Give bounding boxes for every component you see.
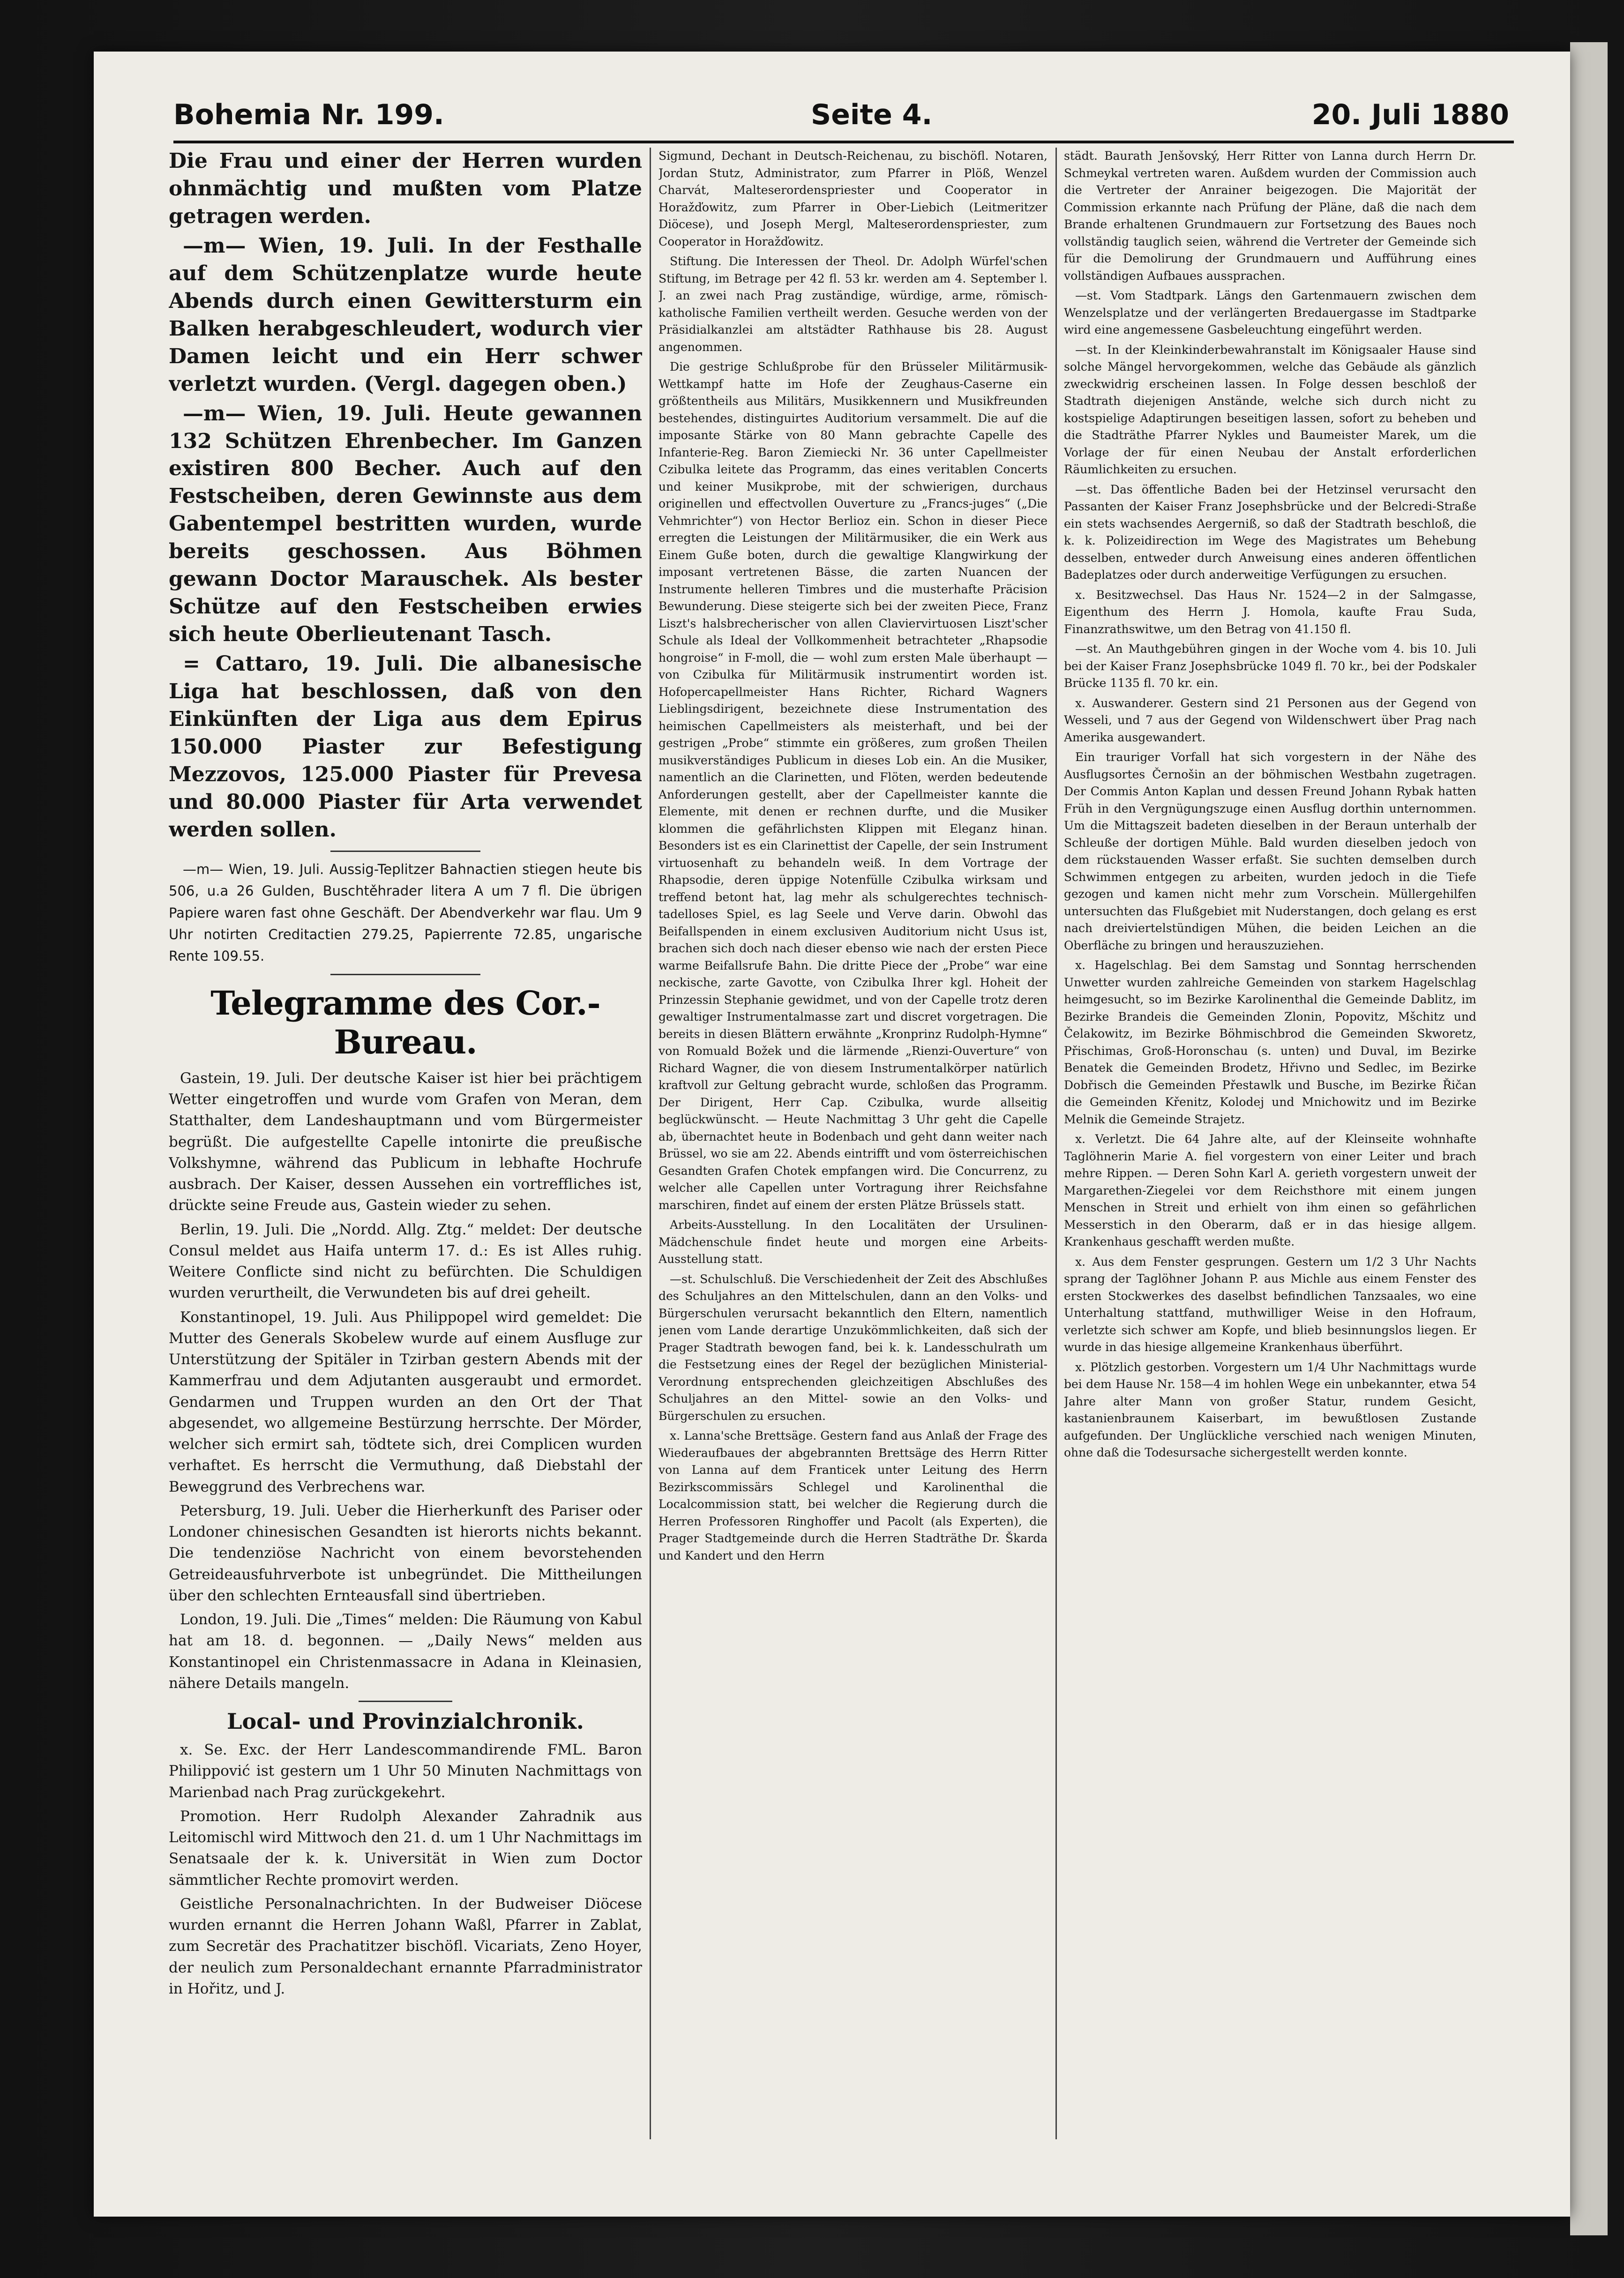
- article-paragraph: Stiftung. Die Interessen der Theol. Dr. Adolph Würfel'schen Stiftung, im Betrage per 42 fl. 53 kr. werden am 4. September l. J. an zwei nach Prag zuständige, würdige, arme, römisch-katholische Familien vertheilt werden. Gesuche werden von der Präsidialkanzlei am altstädter Rathhause bis 28. August angenommen.: [659, 254, 1048, 354]
- article-paragraph: —st. Vom Stadtpark. Längs den Gartenmauern zwischen dem Wenzelsplatze und der verlängerten Bredauergasse im Stadtparke wird eine angemessene Gasbeleuchtung eingeführt werden.: [1064, 289, 1476, 336]
- column-3: [1064, 148, 1476, 2139]
- section-separator: [330, 851, 480, 852]
- column-rule: [1055, 148, 1057, 2139]
- article-paragraph: x. Lanna'sche Brettsäge. Gestern fand aus Anlaß der Frage des Wiederaufbaues der abgebrannten Brettsäge des Herrn Ritter von Lanna auf dem Franticek unter Leitung des Herrn Bezirkscommissärs Schlegel und Karolinenthal die Localcommission statt, bei welcher die Regierung durch die Herren Professoren Ringhoffer und Pacolt (als Experten), die Prager Stadtgemeinde durch die Herren Stadträthe Dr. Škarda und Kandert und den Herrn: [659, 1429, 1048, 1562]
- header-page-number: Seite 4.: [811, 98, 933, 131]
- telegram-item: Berlin, 19. Juli. Die „Nordd. Allg. Ztg.“ meldet: Der deutsche Consul meldet aus Haifa unterm 17. d.: Es ist Alles ruhig. Weitere Conflicte sind nicht zu befürchten. Die Schuldigen wurden verurtheilt, die Verwundeten bis auf drei geheilt.: [169, 1221, 642, 1302]
- newspaper-page: [94, 52, 1570, 2217]
- article-paragraph: —st. An Mauthgebühren gingen in der Woche vom 4. bis 10. Juli bei der Kaiser Franz Josephsbrücke 1049 fl. 70 kr., bei der Podskaler Brücke 1135 fl. 70 kr. ein.: [1064, 642, 1476, 690]
- telegram-item: Gastein, 19. Juli. Der deutsche Kaiser ist hier bei prächtigem Wetter eingetroffen und wurde vom Grafen von Meran, dem Statthalter, dem Landeshauptmann und vom Bürgermeister begrüßt. Die aufgestellte Capelle intonirte die preußische Volkshymne, während das Publicum in lebhafte Hochrufe ausbrach. Der Kaiser, dessen Aussehen ein vortreffliches ist, drückte seine Freude aus, Gastein wieder zu sehen.: [169, 1069, 642, 1214]
- telegram-section-title: Telegramme des Cor.-Bureau.: [210, 983, 600, 1061]
- article-paragraph: x. Besitzwechsel. Das Haus Nr. 1524—2 in der Salmgasse, Eigenthum des Herrn J. Homola, kaufte Frau Suda, Finanzrathswitwe, um den Betrag von 41.150 fl.: [1064, 588, 1476, 636]
- local-chronicle: [169, 1740, 642, 2000]
- article-paragraph: x. Auswanderer. Gestern sind 21 Personen aus der Gegend von Wesseli, und 7 aus der Gegend von Wildenschwert über Prag nach Amerika ausgewandert.: [1064, 696, 1476, 744]
- local-item: x. Se. Exc. der Herr Landescommandirende FML. Baron Philippović ist gestern um 1 Uhr 50 Minuten Nachmittags von Marienbad nach Prag zurückgekehrt.: [169, 1741, 642, 1801]
- breaking-news-block: [169, 148, 642, 844]
- article-paragraph: x. Plötzlich gestorben. Vorgestern um 1/4 Uhr Nachmittags wurde bei dem Hause Nr. 158—4 im hohlen Wege ein unbekannter, etwa 54 Jahre alter Mann von großer Statur, rundem Gesicht, kastanienbraunem Kaiserbart, im bewußtlosen Zustande aufgefunden. Der Unglückliche verschied nach wenigen Minuten, ohne daß die Todesursache sichergestellt werden konnte.: [1064, 1360, 1476, 1459]
- market-report: [169, 859, 642, 967]
- article-paragraph: x. Aus dem Fenster gesprungen. Gestern um 1/2 3 Uhr Nachts sprang der Taglöhner Johann P. aus Michle aus einem Fenster des ersten Stockwerkes des daselbst befindlichen Tanzsaales, wo eine Unterhaltung stattfand, muthwilliger Weise in den Hofraum, verletzte sich schwer am Kopfe, und blieb besinnungslos liegen. Er wurde in das hiesige allgemeine Krankenhaus überführt.: [1064, 1255, 1476, 1354]
- article-paragraph: Ein trauriger Vorfall hat sich vorgestern in der Nähe des Ausflugsortes Černošin an der böhmischen Westbahn zugetragen. Der Commis Anton Kaplan und dessen Freund Johann Rybak hatten Früh in den Vergnügungszuge einen Ausflug dorthin unternommen. Um die Mittagszeit badeten dieselben in der Beraun unterhalb der Schleuße der dortigen Mühle. Bald wurden dieselben jedoch von dem rückstauenden Wasser erfaßt. Sie suchten demselben durch Schwimmen entgegen zu arbeiten, wurden jedoch in die Tiefe gezogen und kamen nicht mehr zum Vorschein. Müllergehilfen untersuchten das Flußgebiet mit Nuderstangen, doch gelang es erst nach dreiviertelstündigen Mühen, die beiden Leichen an die Oberfläche zu bringen und herauszuziehen.: [1064, 750, 1476, 952]
- section-separator: [330, 974, 480, 975]
- article-paragraph: —m— Wien, 19. Juli. Heute gewannen 132 Schützen Ehrenbecher. Im Ganzen existiren 800 Becher. Auch auf den Festscheiben, deren Gewinnste aus dem Gabentempel bestritten wurden, wurde bereits geschossen. Aus Böhmen gewann Doctor Marauschek. Als bester Schütze auf den Festscheiben erwies sich heute Oberlieutenant Tasch.: [169, 401, 642, 647]
- column-1: [169, 148, 642, 2139]
- market-paragraph: —m— Wien, 19. Juli. Aussig-Teplitzer Bahnactien stiegen heute bis 506, u.a 26 Gulden, Buschtěhrader litera A um 7 fl. Die übrigen Papiere waren fast ohne Geschäft. Der Abendverkehr war flau. Um 9 Uhr notirten Creditactien 279.25, Papierrente 72.85, ungarische Rente 109.55.: [169, 861, 642, 964]
- article-paragraph: Die Frau und einer der Herren wurden ohnmächtig und mußten vom Platze getragen werden.: [169, 149, 642, 228]
- page-header: [173, 89, 1509, 141]
- article-paragraph: x. Hagelschlag. Bei dem Samstag und Sonntag herrschenden Unwetter wurden zahlreiche Gemeinden von starkem Hagelschlag heimgesucht, so im Bezirke Karolinenthal die Gemeinde Dablitz, im Bezirke Brandeis die Gemeinden Zlonin, Popovitz, Mšchitz und Čelakowitz, im Bezirke Böhmischbrod die Gemeinden Skworetz, Přischimas, Groß-Horonschau (s. unten) und Duval, im Bezirke Benatek die Gemeinden Brodetz, Hřivno und Sedlec, im Bezirke Dobřisch die Gemeinden Přestawlk und Busche, im Bezirke Řičan die Gemeinden Křenitz, Kolodej und Mnichowitz und im Bezirke Melnik die Gemeinde Strajetz.: [1064, 958, 1476, 1126]
- header-rule: [173, 141, 1514, 143]
- article-paragraph: städt. Baurath Jenšovský, Herr Ritter von Lanna durch Herrn Dr. Schmeykal vertreten waren. Außdem wurden der Commission auch die Vertreter der Anrainer beigezogen. Die Majorität der Commission erkannte nach Prüfung der Pläne, daß die nach dem Brande erhaltenen Grundmauern zur Fortsetzung des Baues noch vollständig tauglich seien, während die Vertreter der Gemeinde sich für die Demolirung der Grundmauern und Aufführung eines vollständigen Aufbaues aussprachen.: [1064, 149, 1476, 283]
- article-paragraph: Die gestrige Schlußprobe für den Brüsseler Militärmusik-Wettkampf hatte im Hofe der Zeughaus-Caserne ein größtentheils aus Militärs, Musikkennern und Musikfreunden bestehendes, distinguirtes Auditorium versammelt. Die auf die imposante Stärke von 80 Mann gebrachte Capelle des Infanterie-Reg. Baron Ziemiecki Nr. 36 unter Capellmeister Czibulka leitete das Programm, das eines veritablen Concerts und keiner Musikprobe, mit der schwierigen, durchaus originellen und effectvollen Ouverture zu „Francs-juges“ („Die Vehmrichter“) von Hector Berlioz ein. Schon in dieser Piece erregten die Leistungen der Militärmusiker, die ein Werk aus Einem Guße boten, durch die gewaltige Klangwirkung der imposant vertretenen Bässe, die zarten Nuancen der Instrumente helleren Timbres und die musterhafte Präcision Bewunderung. Diese steigerte sich bei der zweiten Piece, Franz Liszt's halsbrecherischer von allen Claviervirtuosen Liszt'scher Schule als Ideal der Vollkommenheit betrachteter „Rhapsodie hongroise“ in F-moll, die — wohl zum ersten Male überhaupt — von Czibulka für Militärmusik instrumentirt worden ist. Hofopercapellmeister Hans Richter, Richard Wagners Lieblingsdirigent, bezeichnete diese Instrumentation des heimischen Capellmeisters als meisterhaft, und bei der gestrigen „Probe“ stimmte ein größeres, zum großen Theilen musikverständiges Publicum in dieses Lob ein. An die Musiker, namentlich an die Clarinetten, und Flöten, werden bedeutende Anforderungen gestellt, aber der Capellmeister kannte die Elemente, mit denen er rechnen durfte, und die Musiker klommen die gefährlichsten Klippen mit Eleganz hinan. Besonders ist es ein Clarinettist der Capelle, der sein Instrument virtuosenhaft zu behandeln weiß. In dem Vortrage der Rhapsodie, deren üppige Notenfülle Czibulka wirksam und treffend betont hat, lag mehr als schulgerechtes technisch-tadelloses Spiel, es lag Seele und Verve darin. Obwohl das Beifallspenden in einem exclusiven Auditorium nicht Usus ist, brachen sich doch nach dieser ebenso wie nach der ersten Piece warme Beifallsrufe Bahn. Die dritte Piece der „Probe“ war eine neckische, zarte Gavotte, von Czibulka Ihrer kgl. Hoheit der Prinzessin Stephanie gewidmet, und von der Capelle trotz deren gewaltiger Instrumentalmasse zart und discret vorgetragen. Die bereits in diesen Blättern erwähnte „Kronprinz Rudolph-Hymne“ von Romuald Božek und die lärmende „Rienzi-Ouverture“ von Richard Wagner, die von diesem Instrumentalkörper natürlich kraftvoll zur Geltung gebracht wurde, schloßen das Programm. Der Dirigent, Herr Cap. Czibulka, wurde allseitig beglückwünscht. — Heute Nachmittag 3 Uhr geht die Capelle ab, übernachtet heute in Bodenbach und geht dann weiter nach Brüssel, wo sie am 22. Abends eintrifft und vom österreichischen Gesandten Grafen Chotek empfangen wird. Die Concurrenz, zu welcher alle Capellen unter Vortragung ihrer Reichsfahne marschiren, findet auf einem der ersten Plätze Brüssels statt.: [659, 360, 1048, 1212]
- article-paragraph: = Cattaro, 19. Juli. Die albanesische Liga hat beschlossen, daß von den Einkünften der Liga aus dem Epirus 150.000 Piaster zur Befestigung Mezzovos, 125.000 Piaster für Prevesa und 80.000 Piaster für Arta verwendet werden sollen.: [169, 652, 642, 842]
- article-paragraph: Arbeits-Ausstellung. In den Localitäten der Ursulinen-Mädchenschule findet heute und morgen eine Arbeits-Ausstellung statt.: [659, 1218, 1048, 1266]
- header-issue: Bohemia Nr. 199.: [173, 98, 444, 131]
- column-rule: [650, 148, 651, 2139]
- column-2: [659, 148, 1048, 2139]
- article-paragraph: —st. Schulschluß. Die Verschiedenheit der Zeit des Abschlußes des Schuljahres an den Mittelschulen, dann an den Volks- und Bürgerschulen verursacht bekanntlich den Eltern, namentlich jenen vom Lande derartige Unzukömmlichkeiten, daß sich der Prager Stadtrath bewogen fand, bei k. k. Landesschulrath um die Festsetzung eines der Regel der bezüglichen Ministerial-Verordnung entsprechenden gleichzeitigen Abschlußes des Schuljahres an den Mittel- sowie an den Volks- und Bürgerschulen zu ersuchen.: [659, 1272, 1048, 1423]
- telegram-item: London, 19. Juli. Die „Times“ melden: Die Räumung von Kabul hat am 18. d. begonnen. — „Daily News“ melden aus Konstantinopel ein Christenmassacre in Adana in Kleinasien, nähere Details mangeln.: [169, 1611, 642, 1692]
- article-paragraph: —st. In der Kleinkinderbewahranstalt im Königsaaler Hause sind solche Mängel hervorgekommen, welche das Gebäude als gänzlich zweckwidrig erscheinen lassen. In Folge dessen beschloß der Stadtrath diejenigen Anstände, welche sich durch nicht zu kostspielige Adaptirungen beseitigen lassen, sofort zu beheben und die Stadträthe Pfarrer Nykles und Baumeister Marek, um die Vorlage der für einen Neubau der Anstalt erforderlichen Räumlichkeiten zu ersuchen.: [1064, 343, 1476, 476]
- telegram-item: Konstantinopel, 19. Juli. Aus Philippopel wird gemeldet: Die Mutter des Generals Skobelew wurde auf einem Ausfluge zur Unterstützung der Spitäler in Tzirban gestern Abends mit der Kammerfrau und dem Adjutanten ausgeraubt und ermordet. Gendarmen und Truppen wurden an den Ort der That abgesendet, wo allgemeine Bestürzung herrschte. Der Mörder, welcher sich ermirt sah, tödtete sich, drei Complicen wurden verhaftet. Es herrscht die Vermuthung, daß Diebstahl der Beweggrund des Verbrechens war.: [169, 1308, 642, 1495]
- article-paragraph: x. Verletzt. Die 64 Jahre alte, auf der Kleinseite wohnhafte Taglöhnerin Marie A. fiel vorgestern von einer Leiter und brach mehre Rippen. — Deren Sohn Karl A. gerieth vorgestern unweit der Margarethen-Ziegelei vor dem Reichsthore mit einem jungen Menschen in Streit und erhielt von ihm einen so gefährlichen Messerstich in den Oberarm, daß er in das hiesige allgem. Krankenhaus geschafft werden mußte.: [1064, 1132, 1476, 1248]
- article-paragraph: Sigmund, Dechant in Deutsch-Reichenau, zu bischöfl. Notaren, Jordan Stutz, Administrator, zum Pfarrer in Plöß, Wenzel Charvát, Malteserordenspriester und Cooperator in Horažďowitz, zum Pfarrer in Ober-Liebich (Leitmeritzer Diöcese), und Joseph Mergl, Malteserordenspriester, zum Cooperator in Horažďowitz.: [659, 149, 1048, 248]
- section-separator: [359, 1701, 452, 1702]
- telegram-list: [169, 1068, 642, 1694]
- telegram-item: Petersburg, 19. Juli. Ueber die Hierherkunft des Pariser oder Londoner chinesischen Gesandten ist hierorts nichts bekannt. Die tendenziöse Nachricht von einem bevorstehenden Getreideausfuhrverbote ist unbegründet. Die Mittheilungen über den schlechten Ernteausfall sind übertrieben.: [169, 1502, 642, 1604]
- header-date: 20. Juli 1880: [1311, 98, 1509, 131]
- local-section-title: Local- und Provinzialchronik.: [227, 1709, 584, 1734]
- local-item: Promotion. Herr Rudolph Alexander Zahradnik aus Leitomischl wird Mittwoch den 21. d. um 1 Uhr Nachmittags im Senatsaale der k. k. Universität in Wien zum Doctor sämmtlicher Rechte promovirt werden.: [169, 1807, 642, 1889]
- article-paragraph: —m— Wien, 19. Juli. In der Festhalle auf dem Schützenplatze wurde heute Abends durch einen Gewittersturm ein Balken herabgeschleudert, wodurch vier Damen leicht und ein Herr schwer verletzt wurden. (Vergl. dagegen oben.): [169, 233, 642, 396]
- article-paragraph: —st. Das öffentliche Baden bei der Hetzinsel verursacht den Passanten der Kaiser Franz Josephsbrücke und der Belcredi-Straße ein stets wachsendes Aergerniß, so daß der Stadtrath beschloß, die k. k. Polizeidirection im Wege des Magistrates um Behebung desselben, entweder durch Anweisung eines anderen öffentlichen Badeplatzes oder durch anderweitige Verfügungen zu ersuchen.: [1064, 482, 1476, 582]
- adjacent-page-edge: [1570, 42, 1608, 2235]
- local-item: Geistliche Personalnachrichten. In der Budweiser Diöcese wurden ernannt die Herren Johann Waßl, Pfarrer in Zablat, zum Secretär des Prachatitzer bischöfl. Vicariats, Zeno Hoyer, der neulich zum Personaldechant ernannte Pfarradministrator in Hořitz, und J.: [169, 1895, 642, 1997]
